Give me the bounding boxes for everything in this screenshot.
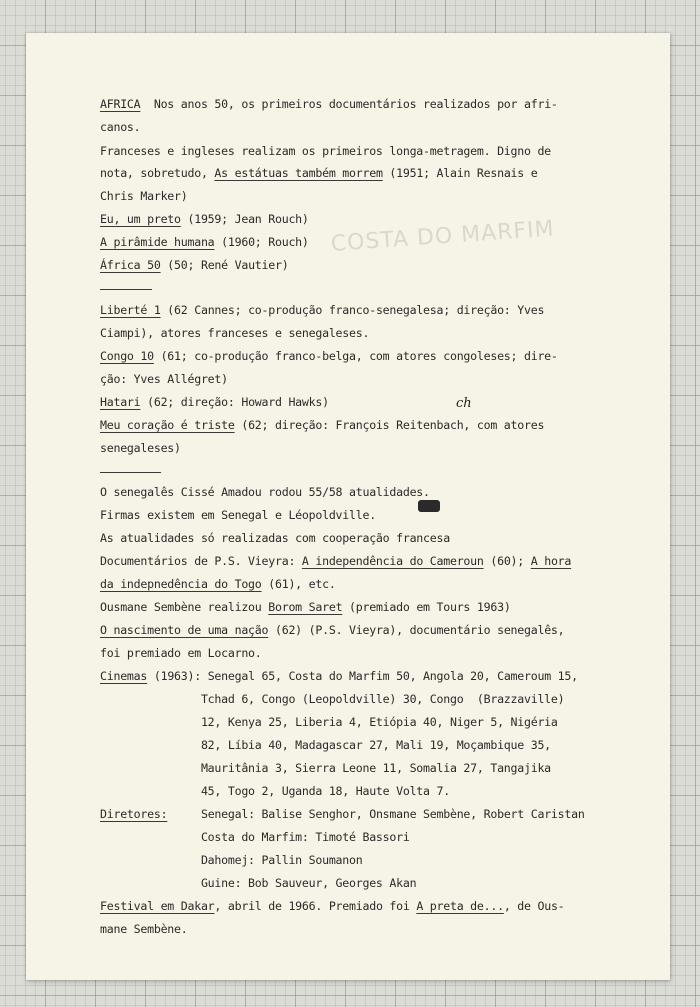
text-segment: (1960; Rouch): [214, 235, 309, 249]
text-line: [100, 441, 181, 455]
text-line: [100, 853, 362, 867]
pencil-note: COSTA DO MARFIM: [330, 216, 556, 257]
underlined-title: Congo 10: [100, 349, 154, 363]
underlined-title: Borom Saret: [268, 600, 343, 614]
text-line: [100, 372, 228, 386]
text-segment: (1963): Senegal 65, Costa do Marfim 50, Angola 20, Cameroum 15,: [147, 669, 578, 683]
text-segment: (50; René Vautier): [160, 258, 289, 272]
text-line: [100, 738, 551, 752]
text-segment: Documentários de P.S. Vieyra:: [100, 554, 302, 568]
text-segment: Ciampi), atores franceses e senegaleses.: [100, 326, 370, 340]
text-segment: (1951; Alain Resnais e: [382, 166, 538, 180]
underlined-title: A hora: [530, 554, 572, 568]
text-segment: 82, Líbia 40, Madagascar 27, Mali 19, Moçambique 35,: [100, 738, 551, 752]
section-divider-1: [100, 289, 152, 290]
text-segment: (1959; Jean Rouch): [180, 212, 309, 226]
handwritten-correction: ch: [456, 396, 472, 411]
text-line: [100, 97, 558, 111]
underlined-title: As estátuas também morrem: [214, 166, 383, 180]
text-line: [100, 600, 511, 614]
text-segment: , abril de 1966. Premiado foi: [214, 899, 417, 913]
text-segment: Senegal: Balise Senghor, Onsmane Sembène, Robert Caristan: [167, 807, 585, 821]
text-segment: canos.: [100, 120, 141, 134]
text-line: [100, 189, 188, 203]
text-segment: (61), etc.: [261, 577, 336, 591]
text-line: [100, 235, 309, 249]
text-line: [100, 485, 430, 499]
text-line: [100, 784, 450, 798]
underlined-title: da indepnedência do Togo: [100, 577, 262, 591]
text-segment: Nos anos 50, os primeiros documentários realizados por afri-: [140, 97, 558, 111]
text-segment: (62) (P.S. Vieyra), documentário senegalês,: [268, 623, 565, 637]
text-segment: 12, Kenya 25, Liberia 4, Etiópia 40, Niger 5, Nigéria: [100, 715, 558, 729]
text-line: [100, 508, 376, 522]
section-divider-2: [100, 472, 161, 473]
text-line: [100, 623, 564, 637]
underlined-title: Cinemas: [100, 669, 148, 683]
text-segment: Firmas existem em Senegal e Léopoldville.: [100, 508, 376, 522]
text-line: [100, 120, 140, 134]
text-line: [100, 166, 537, 180]
text-segment: Franceses e ingleses realizam os primeiros longa-metragem. Digno de: [100, 144, 551, 158]
underlined-title: O nascimento de uma nação: [100, 623, 269, 637]
underlined-title: África 50: [100, 258, 161, 272]
text-segment: Chris Marker): [100, 189, 188, 203]
underlined-title: AFRICA: [100, 97, 141, 111]
text-line: [100, 646, 262, 660]
text-line: [100, 326, 369, 340]
underlined-title: Festival em Dakar: [100, 899, 215, 913]
text-segment: , de Ous-: [503, 899, 565, 913]
underlined-title: Meu coração é triste: [100, 418, 235, 432]
text-segment: (premiado em Tours 1963): [342, 600, 511, 614]
underlined-title: A pirâmide humana: [100, 235, 215, 249]
text-line: [100, 715, 558, 729]
text-segment: senegaleses): [100, 441, 181, 455]
text-segment: Costa do Marfim: Timoté Bassori: [100, 830, 410, 844]
text-segment: foi premiado em Locarno.: [100, 646, 262, 660]
text-line: [100, 554, 571, 568]
text-segment: nota, sobretudo,: [100, 166, 215, 180]
text-segment: (61; co-produção franco-belga, com atores congoleses; dire-: [153, 349, 558, 363]
text-segment: Dahomej: Pallin Soumanon: [100, 853, 363, 867]
underlined-title: Diretores:: [100, 807, 168, 821]
text-line: [100, 922, 188, 936]
text-segment: Tchad 6, Congo (Leopoldville) 30, Congo (Brazzaville): [100, 692, 565, 706]
underlined-title: Hatari: [100, 395, 141, 409]
underlined-title: Eu, um preto: [100, 212, 181, 226]
underlined-title: A independência do Cameroun: [301, 554, 484, 568]
ink-blot: [418, 500, 440, 512]
text-segment: Mauritânia 3, Sierra Leone 11, Somalia 27, Tangajika: [100, 761, 551, 775]
text-line: [100, 807, 585, 821]
text-segment: ção: Yves Allégret): [100, 372, 228, 386]
text-segment: 45, Togo 2, Uganda 18, Haute Volta 7.: [100, 784, 450, 798]
text-line: [100, 876, 416, 890]
text-line: [100, 212, 309, 226]
text-line: [100, 761, 551, 775]
text-segment: (62; direção: François Reitenbach, com atores: [234, 418, 545, 432]
text-line: [100, 899, 564, 913]
text-line: [100, 669, 578, 683]
text-line: [100, 258, 288, 272]
text-line: [100, 395, 329, 409]
text-segment: O senegalês Cissé Amadou rodou 55/58 atualidades.: [100, 485, 430, 499]
text-segment: Guine: Bob Sauveur, Georges Akan: [100, 876, 417, 890]
text-line: [100, 692, 564, 706]
text-segment: (60);: [483, 554, 531, 568]
underlined-title: Liberté 1: [100, 303, 161, 317]
text-line: [100, 531, 450, 545]
text-segment: (62 Cannes; co-produção franco-senegalesa; direção: Yves: [160, 303, 545, 317]
text-line: [100, 577, 336, 591]
text-segment: mane Sembène.: [100, 922, 188, 936]
text-line: [100, 144, 551, 158]
text-line: [100, 418, 544, 432]
text-segment: As atualidades só realizadas com cooperação francesa: [100, 531, 450, 545]
text-segment: (62; direção: Howard Hawks): [140, 395, 329, 409]
text-segment: Ousmane Sembène realizou: [100, 600, 269, 614]
text-line: [100, 303, 544, 317]
text-line: [100, 349, 558, 363]
underlined-title: A preta de...: [416, 899, 504, 913]
text-line: [100, 830, 410, 844]
